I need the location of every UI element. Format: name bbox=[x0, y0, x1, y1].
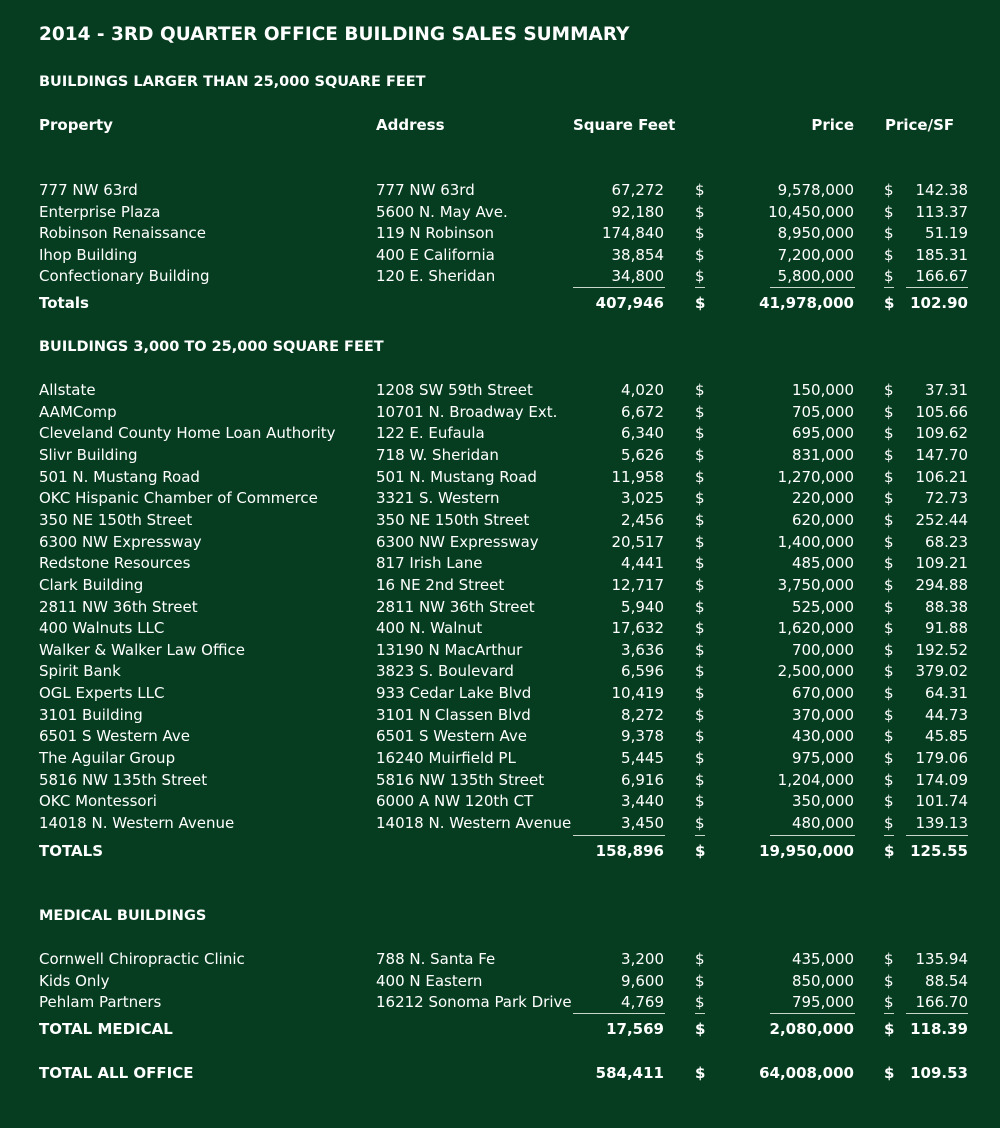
cell-square-feet: 6,672 bbox=[621, 402, 664, 421]
cell-price: 620,000 bbox=[791, 510, 854, 529]
grand-total-price: 64,008,000 bbox=[759, 1064, 854, 1082]
table-row bbox=[0, 488, 1000, 509]
cell-square-feet: 8,272 bbox=[621, 705, 664, 724]
cell-square-feet: 3,200 bbox=[621, 950, 664, 968]
table-row bbox=[0, 748, 1000, 769]
currency-symbol: $ bbox=[884, 792, 894, 811]
currency-symbol: $ bbox=[884, 950, 894, 968]
table-row bbox=[0, 380, 1000, 401]
cell-price: 480,000 bbox=[791, 814, 854, 832]
currency-symbol: $ bbox=[695, 792, 705, 811]
header-address: Address bbox=[376, 116, 445, 134]
total-price-per-sf: 102.90 bbox=[910, 294, 968, 312]
cell-property: Confectionary Building bbox=[39, 267, 210, 286]
cell-price: 220,000 bbox=[791, 489, 854, 508]
cell-price: 705,000 bbox=[791, 402, 854, 421]
currency-symbol: $ bbox=[884, 727, 894, 746]
cell-property: Redstone Resources bbox=[39, 554, 191, 573]
cell-square-feet: 174,840 bbox=[601, 224, 664, 243]
cell-price-per-sf: 379.02 bbox=[915, 662, 968, 681]
currency-symbol: $ bbox=[884, 467, 894, 486]
cell-property: OKC Montessori bbox=[39, 792, 157, 811]
total-underline bbox=[906, 835, 968, 836]
cell-price: 435,000 bbox=[791, 950, 854, 968]
total-square-feet: 407,946 bbox=[595, 294, 664, 312]
currency-symbol: $ bbox=[695, 510, 705, 529]
cell-address: 718 W. Sheridan bbox=[376, 445, 499, 464]
cell-square-feet: 5,940 bbox=[621, 597, 664, 616]
section-title-mid-buildings: BUILDINGS 3,000 TO 25,000 SQUARE FEET bbox=[39, 339, 384, 355]
cell-square-feet: 4,769 bbox=[621, 993, 664, 1012]
total-price: 19,950,000 bbox=[759, 842, 854, 860]
currency-symbol: $ bbox=[695, 971, 705, 990]
table-row bbox=[0, 597, 1000, 618]
currency-symbol: $ bbox=[695, 727, 705, 746]
table-row bbox=[0, 618, 1000, 639]
currency-symbol: $ bbox=[884, 510, 894, 529]
cell-price: 5,800,000 bbox=[777, 267, 854, 286]
cell-address: 400 N Eastern bbox=[376, 971, 483, 990]
cell-price-per-sf: 44.73 bbox=[925, 705, 968, 724]
cell-square-feet: 9,378 bbox=[621, 727, 664, 746]
cell-price-per-sf: 109.62 bbox=[915, 424, 968, 443]
currency-symbol: $ bbox=[695, 1020, 706, 1038]
currency-symbol: $ bbox=[695, 662, 705, 681]
currency-symbol: $ bbox=[884, 619, 894, 638]
cell-property: OGL Experts LLC bbox=[39, 684, 165, 703]
cell-property: AAMComp bbox=[39, 402, 117, 421]
total-price: 41,978,000 bbox=[759, 294, 854, 312]
currency-symbol: $ bbox=[884, 224, 894, 243]
table-row bbox=[0, 445, 1000, 466]
cell-price: 150,000 bbox=[791, 381, 854, 399]
cell-address: 788 N. Santa Fe bbox=[376, 950, 496, 968]
table-row bbox=[0, 202, 1000, 223]
cell-address: 400 N. Walnut bbox=[376, 619, 483, 638]
cell-price: 430,000 bbox=[791, 727, 854, 746]
table-row bbox=[0, 266, 1000, 287]
table-row bbox=[0, 180, 1000, 201]
cell-property: Cleveland County Home Loan Authority bbox=[39, 424, 336, 443]
currency-symbol: $ bbox=[884, 294, 895, 312]
cell-address: 13190 N MacArthur bbox=[376, 640, 523, 659]
table-row bbox=[0, 532, 1000, 553]
cell-address: 777 NW 63rd bbox=[376, 181, 475, 199]
cell-square-feet: 34,800 bbox=[611, 267, 664, 286]
cell-price: 8,950,000 bbox=[777, 224, 854, 243]
cell-property: Slivr Building bbox=[39, 445, 138, 464]
table-row bbox=[0, 575, 1000, 596]
total-label: TOTALS bbox=[39, 842, 104, 860]
cell-square-feet: 38,854 bbox=[611, 245, 664, 264]
table-row bbox=[0, 705, 1000, 726]
total-underline bbox=[770, 1013, 855, 1014]
cell-price-per-sf: 252.44 bbox=[915, 510, 968, 529]
cell-square-feet: 6,596 bbox=[621, 662, 664, 681]
currency-symbol: $ bbox=[884, 381, 894, 399]
total-underline bbox=[573, 287, 665, 288]
cell-square-feet: 12,717 bbox=[611, 575, 664, 594]
cell-property: 14018 N. Western Avenue bbox=[39, 814, 235, 832]
table-row bbox=[0, 971, 1000, 992]
currency-symbol: $ bbox=[695, 202, 705, 221]
cell-price: 695,000 bbox=[791, 424, 854, 443]
currency-symbol: $ bbox=[695, 294, 706, 312]
currency-symbol: $ bbox=[695, 575, 705, 594]
header-property: Property bbox=[39, 116, 113, 134]
cell-price-per-sf: 106.21 bbox=[915, 467, 968, 486]
total-square-feet: 17,569 bbox=[606, 1020, 664, 1038]
cell-square-feet: 3,025 bbox=[621, 489, 664, 508]
header-price: Price bbox=[811, 116, 854, 134]
cell-property: 501 N. Mustang Road bbox=[39, 467, 200, 486]
currency-symbol: $ bbox=[884, 971, 894, 990]
table-header-row bbox=[0, 115, 1000, 136]
cell-property: 2811 NW 36th Street bbox=[39, 597, 198, 616]
currency-symbol: $ bbox=[884, 181, 894, 199]
cell-address: 350 NE 150th Street bbox=[376, 510, 530, 529]
currency-symbol: $ bbox=[695, 842, 706, 860]
cell-square-feet: 3,636 bbox=[621, 640, 664, 659]
cell-square-feet: 3,440 bbox=[621, 792, 664, 811]
currency-symbol: $ bbox=[884, 640, 894, 659]
cell-square-feet: 4,020 bbox=[621, 381, 664, 399]
cell-price-per-sf: 135.94 bbox=[915, 950, 968, 968]
cell-property: Cornwell Chiropractic Clinic bbox=[39, 950, 245, 968]
table-row bbox=[0, 813, 1000, 834]
cell-property: 3101 Building bbox=[39, 705, 143, 724]
cell-price-per-sf: 88.38 bbox=[925, 597, 968, 616]
header-square-feet: Square Feet bbox=[573, 116, 676, 134]
currency-symbol: $ bbox=[884, 814, 894, 832]
total-underline bbox=[906, 1013, 968, 1014]
section-total-row bbox=[0, 1019, 1000, 1040]
currency-symbol: $ bbox=[695, 1064, 706, 1082]
cell-address: 400 E California bbox=[376, 245, 495, 264]
grand-total-price-per-sf: 109.53 bbox=[910, 1064, 968, 1082]
cell-price-per-sf: 88.54 bbox=[925, 971, 968, 990]
currency-symbol: $ bbox=[884, 245, 894, 264]
page-title: 2014 - 3RD QUARTER OFFICE BUILDING SALES SUMMARY bbox=[39, 24, 630, 45]
total-underline bbox=[695, 1013, 705, 1014]
cell-price-per-sf: 139.13 bbox=[915, 814, 968, 832]
table-row bbox=[0, 640, 1000, 661]
cell-property: Pehlam Partners bbox=[39, 993, 162, 1012]
cell-square-feet: 5,626 bbox=[621, 445, 664, 464]
currency-symbol: $ bbox=[695, 402, 705, 421]
table-row bbox=[0, 791, 1000, 812]
cell-price: 1,620,000 bbox=[777, 619, 854, 638]
cell-property: 350 NE 150th Street bbox=[39, 510, 193, 529]
cell-address: 933 Cedar Lake Blvd bbox=[376, 684, 532, 703]
table-row bbox=[0, 770, 1000, 791]
cell-property: The Aguilar Group bbox=[39, 749, 176, 768]
cell-property: OKC Hispanic Chamber of Commerce bbox=[39, 489, 318, 508]
cell-square-feet: 11,958 bbox=[611, 467, 664, 486]
cell-address: 5816 NW 135th Street bbox=[376, 770, 545, 789]
currency-symbol: $ bbox=[695, 489, 705, 508]
table-row bbox=[0, 423, 1000, 444]
cell-price: 1,204,000 bbox=[777, 770, 854, 789]
grand-total-square-feet: 584,411 bbox=[595, 1064, 664, 1082]
cell-price: 700,000 bbox=[791, 640, 854, 659]
currency-symbol: $ bbox=[695, 749, 705, 768]
cell-price-per-sf: 192.52 bbox=[915, 640, 968, 659]
cell-square-feet: 6,916 bbox=[621, 770, 664, 789]
cell-property: Walker & Walker Law Office bbox=[39, 640, 245, 659]
table-row bbox=[0, 223, 1000, 244]
cell-price-per-sf: 166.67 bbox=[915, 267, 968, 286]
cell-square-feet: 17,632 bbox=[611, 619, 664, 638]
total-underline bbox=[695, 287, 705, 288]
total-underline bbox=[770, 835, 855, 836]
cell-price: 3,750,000 bbox=[777, 575, 854, 594]
currency-symbol: $ bbox=[695, 950, 705, 968]
cell-square-feet: 67,272 bbox=[611, 181, 664, 199]
cell-price: 7,200,000 bbox=[777, 245, 854, 264]
total-underline bbox=[573, 835, 665, 836]
total-label: TOTAL MEDICAL bbox=[39, 1020, 173, 1038]
cell-property: Robinson Renaissance bbox=[39, 224, 207, 243]
cell-price: 2,500,000 bbox=[777, 662, 854, 681]
total-underline bbox=[884, 287, 894, 288]
cell-price-per-sf: 72.73 bbox=[925, 489, 968, 508]
currency-symbol: $ bbox=[695, 993, 705, 1012]
table-row bbox=[0, 510, 1000, 531]
grand-total-row bbox=[0, 1063, 1000, 1084]
cell-address: 2811 NW 36th Street bbox=[376, 597, 535, 616]
currency-symbol: $ bbox=[695, 467, 705, 486]
cell-price-per-sf: 109.21 bbox=[915, 554, 968, 573]
cell-property: 777 NW 63rd bbox=[39, 181, 138, 199]
total-square-feet: 158,896 bbox=[595, 842, 664, 860]
currency-symbol: $ bbox=[695, 814, 705, 832]
table-row bbox=[0, 245, 1000, 266]
cell-price-per-sf: 113.37 bbox=[915, 202, 968, 221]
currency-symbol: $ bbox=[884, 489, 894, 508]
cell-property: Spirit Bank bbox=[39, 662, 121, 681]
cell-address: 16 NE 2nd Street bbox=[376, 575, 505, 594]
cell-price: 525,000 bbox=[791, 597, 854, 616]
currency-symbol: $ bbox=[884, 749, 894, 768]
currency-symbol: $ bbox=[695, 532, 705, 551]
currency-symbol: $ bbox=[695, 770, 705, 789]
currency-symbol: $ bbox=[695, 619, 705, 638]
cell-square-feet: 5,445 bbox=[621, 749, 664, 768]
cell-address: 1208 SW 59th Street bbox=[376, 381, 533, 399]
cell-square-feet: 2,456 bbox=[621, 510, 664, 529]
cell-price: 975,000 bbox=[791, 749, 854, 768]
cell-address: 6000 A NW 120th CT bbox=[376, 792, 534, 811]
cell-address: 6501 S Western Ave bbox=[376, 727, 528, 746]
currency-symbol: $ bbox=[695, 554, 705, 573]
cell-price-per-sf: 147.70 bbox=[915, 445, 968, 464]
currency-symbol: $ bbox=[884, 705, 894, 724]
cell-price-per-sf: 185.31 bbox=[915, 245, 968, 264]
cell-property: Kids Only bbox=[39, 971, 110, 990]
currency-symbol: $ bbox=[695, 684, 705, 703]
total-price-per-sf: 125.55 bbox=[910, 842, 968, 860]
cell-property: Clark Building bbox=[39, 575, 144, 594]
total-label: Totals bbox=[39, 294, 89, 312]
section-title-large-buildings: BUILDINGS LARGER THAN 25,000 SQUARE FEET bbox=[39, 74, 426, 90]
cell-address: 10701 N. Broadway Ext. bbox=[376, 402, 558, 421]
cell-address: 5600 N. May Ave. bbox=[376, 202, 508, 221]
table-row bbox=[0, 402, 1000, 423]
currency-symbol: $ bbox=[695, 640, 705, 659]
currency-symbol: $ bbox=[884, 445, 894, 464]
table-row bbox=[0, 683, 1000, 704]
cell-price: 1,270,000 bbox=[777, 467, 854, 486]
section-total-row bbox=[0, 293, 1000, 314]
currency-symbol: $ bbox=[884, 554, 894, 573]
cell-price-per-sf: 142.38 bbox=[915, 181, 968, 199]
cell-price: 850,000 bbox=[791, 971, 854, 990]
cell-price-per-sf: 105.66 bbox=[915, 402, 968, 421]
currency-symbol: $ bbox=[884, 662, 894, 681]
cell-property: 6501 S Western Ave bbox=[39, 727, 191, 746]
cell-square-feet: 4,441 bbox=[621, 554, 664, 573]
currency-symbol: $ bbox=[884, 770, 894, 789]
table-row bbox=[0, 553, 1000, 574]
table-row bbox=[0, 949, 1000, 970]
table-row bbox=[0, 467, 1000, 488]
cell-square-feet: 92,180 bbox=[611, 202, 664, 221]
cell-square-feet: 6,340 bbox=[621, 424, 664, 443]
section-title-medical-buildings: MEDICAL BUILDINGS bbox=[39, 908, 207, 924]
currency-symbol: $ bbox=[695, 424, 705, 443]
currency-symbol: $ bbox=[884, 1020, 895, 1038]
cell-address: 3101 N Classen Blvd bbox=[376, 705, 531, 724]
cell-property: Enterprise Plaza bbox=[39, 202, 161, 221]
cell-price-per-sf: 45.85 bbox=[925, 727, 968, 746]
cell-price-per-sf: 37.31 bbox=[925, 381, 968, 399]
currency-symbol: $ bbox=[884, 1064, 895, 1082]
cell-price-per-sf: 166.70 bbox=[915, 993, 968, 1012]
total-underline bbox=[695, 835, 705, 836]
cell-price: 350,000 bbox=[791, 792, 854, 811]
cell-price: 795,000 bbox=[791, 993, 854, 1012]
cell-price-per-sf: 179.06 bbox=[915, 749, 968, 768]
cell-address: 122 E. Eufaula bbox=[376, 424, 485, 443]
currency-symbol: $ bbox=[695, 245, 705, 264]
cell-price: 9,578,000 bbox=[777, 181, 854, 199]
cell-address: 3823 S. Boulevard bbox=[376, 662, 514, 681]
cell-address: 817 Irish Lane bbox=[376, 554, 483, 573]
currency-symbol: $ bbox=[884, 267, 894, 286]
cell-square-feet: 20,517 bbox=[611, 532, 664, 551]
cell-price: 10,450,000 bbox=[768, 202, 854, 221]
cell-address: 3321 S. Western bbox=[376, 489, 500, 508]
currency-symbol: $ bbox=[884, 993, 894, 1012]
table-row bbox=[0, 726, 1000, 747]
cell-square-feet: 9,600 bbox=[621, 971, 664, 990]
cell-address: 6300 NW Expressway bbox=[376, 532, 539, 551]
cell-price-per-sf: 174.09 bbox=[915, 770, 968, 789]
cell-price-per-sf: 294.88 bbox=[915, 575, 968, 594]
currency-symbol: $ bbox=[695, 597, 705, 616]
cell-price-per-sf: 51.19 bbox=[925, 224, 968, 243]
currency-symbol: $ bbox=[884, 202, 894, 221]
cell-square-feet: 3,450 bbox=[621, 814, 664, 832]
currency-symbol: $ bbox=[884, 532, 894, 551]
currency-symbol: $ bbox=[695, 445, 705, 464]
currency-symbol: $ bbox=[695, 224, 705, 243]
currency-symbol: $ bbox=[884, 402, 894, 421]
cell-price-per-sf: 91.88 bbox=[925, 619, 968, 638]
cell-property: Allstate bbox=[39, 381, 96, 399]
currency-symbol: $ bbox=[695, 267, 705, 286]
cell-address: 119 N Robinson bbox=[376, 224, 495, 243]
cell-property: Ihop Building bbox=[39, 245, 138, 264]
cell-price-per-sf: 64.31 bbox=[925, 684, 968, 703]
table-row bbox=[0, 992, 1000, 1013]
cell-price: 1,400,000 bbox=[777, 532, 854, 551]
cell-address: 120 E. Sheridan bbox=[376, 267, 496, 286]
currency-symbol: $ bbox=[695, 381, 705, 399]
total-price: 2,080,000 bbox=[769, 1020, 854, 1038]
total-underline bbox=[884, 1013, 894, 1014]
cell-property: 400 Walnuts LLC bbox=[39, 619, 165, 638]
total-underline bbox=[906, 287, 968, 288]
cell-address: 16212 Sonoma Park Drive bbox=[376, 993, 572, 1012]
cell-property: 5816 NW 135th Street bbox=[39, 770, 208, 789]
cell-price-per-sf: 101.74 bbox=[915, 792, 968, 811]
currency-symbol: $ bbox=[884, 842, 895, 860]
total-price-per-sf: 118.39 bbox=[910, 1020, 968, 1038]
currency-symbol: $ bbox=[695, 181, 705, 199]
currency-symbol: $ bbox=[695, 705, 705, 724]
cell-price-per-sf: 68.23 bbox=[925, 532, 968, 551]
cell-address: 501 N. Mustang Road bbox=[376, 467, 537, 486]
total-underline bbox=[770, 287, 855, 288]
section-total-row bbox=[0, 841, 1000, 862]
currency-symbol: $ bbox=[884, 575, 894, 594]
total-underline bbox=[884, 835, 894, 836]
total-underline bbox=[573, 1013, 665, 1014]
grand-total-label: TOTAL ALL OFFICE bbox=[39, 1064, 194, 1082]
currency-symbol: $ bbox=[884, 597, 894, 616]
cell-price: 485,000 bbox=[791, 554, 854, 573]
cell-address: 14018 N. Western Avenue bbox=[376, 814, 572, 832]
cell-address: 16240 Muirfield PL bbox=[376, 749, 516, 768]
currency-symbol: $ bbox=[884, 684, 894, 703]
cell-price: 831,000 bbox=[791, 445, 854, 464]
cell-property: 6300 NW Expressway bbox=[39, 532, 202, 551]
header-price-per-sf: Price/SF bbox=[885, 116, 955, 134]
cell-price: 670,000 bbox=[791, 684, 854, 703]
cell-price: 370,000 bbox=[791, 705, 854, 724]
currency-symbol: $ bbox=[884, 424, 894, 443]
cell-square-feet: 10,419 bbox=[611, 684, 664, 703]
table-row bbox=[0, 661, 1000, 682]
